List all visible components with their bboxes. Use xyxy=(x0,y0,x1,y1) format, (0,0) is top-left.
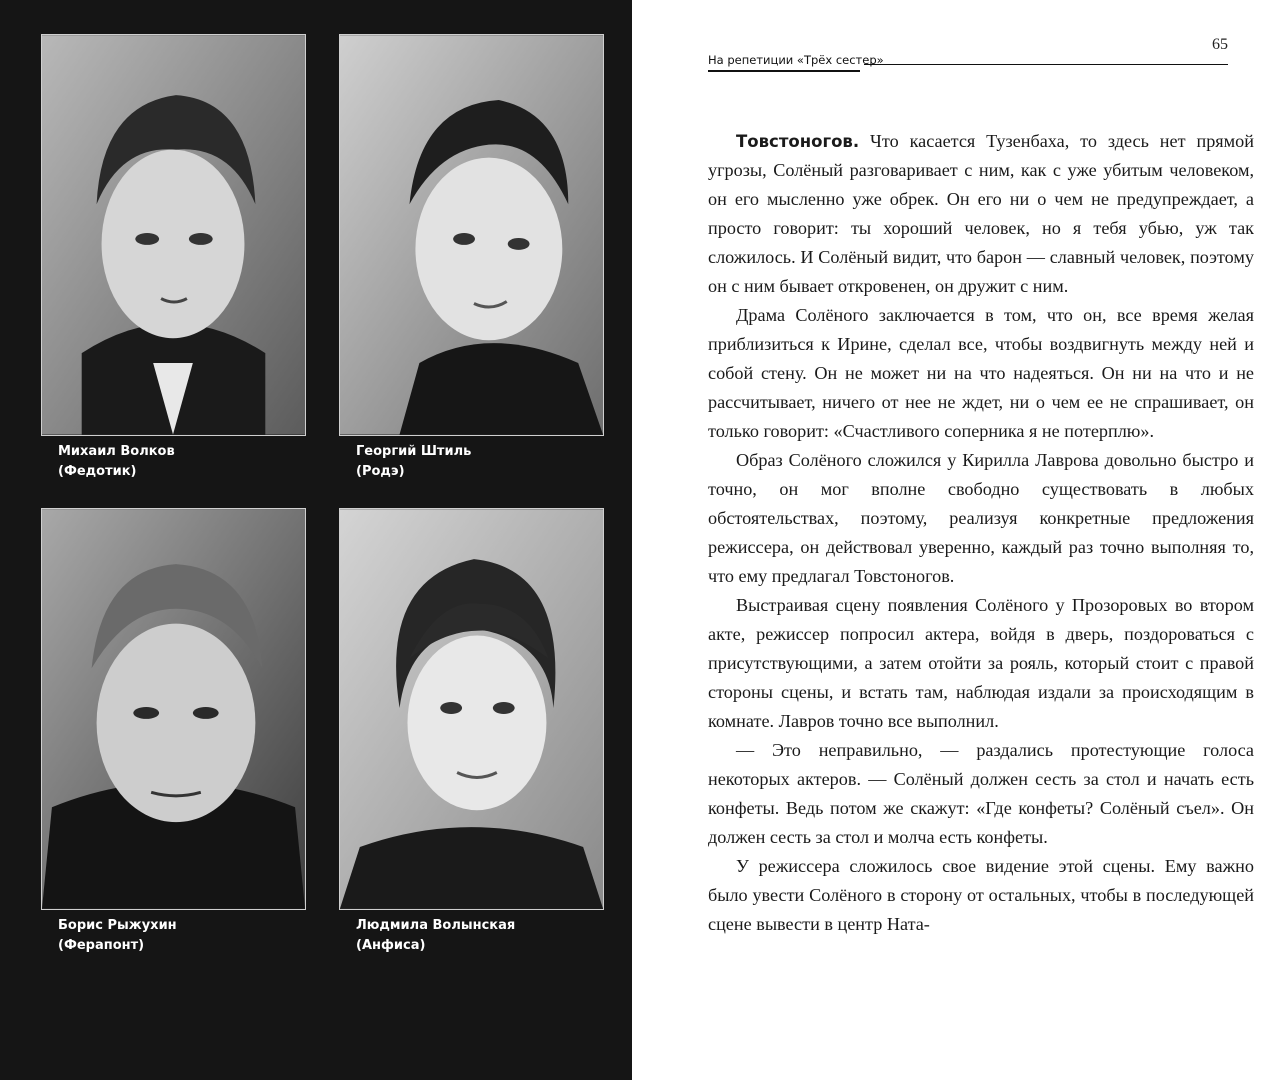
actor-role: (Анфиса) xyxy=(356,938,426,953)
body-text xyxy=(708,127,1254,939)
photo-page xyxy=(0,0,632,1080)
actor-name: Борис Рыжухин xyxy=(58,918,177,933)
caption-volynskaya xyxy=(356,916,515,956)
text-page xyxy=(632,0,1276,1080)
header-underline xyxy=(708,70,860,72)
paragraph: Выстраивая сцену появления Солёного у Прозоровых во втором акте, режиссер попросил актера, войдя в дверь, поздороваться с присутствующими, а затем отойти за рояль, который стоит с правой стороны сцены, и встать там, наблюдая издали за происходящим в комнате. Лавров точно все выполнил. xyxy=(708,595,1254,731)
caption-shtil xyxy=(356,442,471,482)
paragraph xyxy=(708,127,1254,301)
portrait-photo-volynskaya xyxy=(339,508,604,910)
actor-name: Людмила Волынская xyxy=(356,918,516,933)
portrait-volkov-image xyxy=(42,35,305,435)
actor-name: Михаил Волков xyxy=(58,444,175,459)
header-rule xyxy=(864,64,1228,65)
portrait-photo-volkov xyxy=(41,34,306,436)
paragraph-text: Что касается Тузенбаха, то здесь нет прямой угрозы, Солёный разговаривает с ним, как с уже убитым человеком, он его мысленно уже обрек. Он его ни о чем не предупреждает, а просто говорит: ты хороший человек, но я тебя убью, уж так сложилось. И Солёный видит, что барон — славный человек, поэтому он с ним бывает откровенен, он дружит с ним. xyxy=(708,131,1255,296)
paragraph: Образ Солёного сложился у Кирилла Лаврова довольно быстро и точно, он мог вполне свободно существовать в любых обстоятельствах, поэтому, реализуя конкретные предложения режиссера, он действовал уверенно, каждый раз точно выполняя то, что ему предлагал Товстоногов. xyxy=(708,450,1254,586)
portrait-photo-shtil xyxy=(339,34,604,436)
paragraph: — Это неправильно, — раздались протестующие голоса некоторых актеров. — Солёный должен сесть за стол и начать есть конфеты. Ведь потом же скажут: «Где конфеты? Солёный съел». Он должен сесть за стол и молча есть конфеты. xyxy=(708,740,1254,847)
actor-name: Георгий Штиль xyxy=(356,444,472,459)
caption-ryzhukhin xyxy=(58,916,177,956)
actor-role: (Ферапонт) xyxy=(58,938,145,953)
portrait-shtil-image xyxy=(340,35,603,435)
page-number: 65 xyxy=(1212,36,1228,53)
portrait-photo-ryzhukhin xyxy=(41,508,306,910)
running-title: На репетиции «Трёх сестер» xyxy=(708,53,884,67)
paragraph: Драма Солёного заключается в том, что он, все время желая приблизиться к Ирине, сделал все, чтобы воздвигнуть между ней и собой стену. Он не может ни на что надеяться. Он ни на что и не рассчитывает, ничего от нее не ждет, ни о чем ее не спрашивает, он только говорит: «Счастливого соперника я не потерплю». xyxy=(708,305,1254,441)
portrait-ryzhukhin-image xyxy=(42,509,305,909)
paragraph: У режиссера сложилось свое видение этой сцены. Ему важно было увести Солёного в сторону от остальных, чтобы в последующей сцене вывести в центр Ната- xyxy=(708,856,1254,934)
actor-role: (Родэ) xyxy=(356,464,405,479)
actor-role: (Федотик) xyxy=(58,464,137,479)
portrait-volynskaya-image xyxy=(340,509,603,909)
caption-volkov xyxy=(58,442,175,482)
speaker-name: Товстоногов. xyxy=(736,132,860,151)
